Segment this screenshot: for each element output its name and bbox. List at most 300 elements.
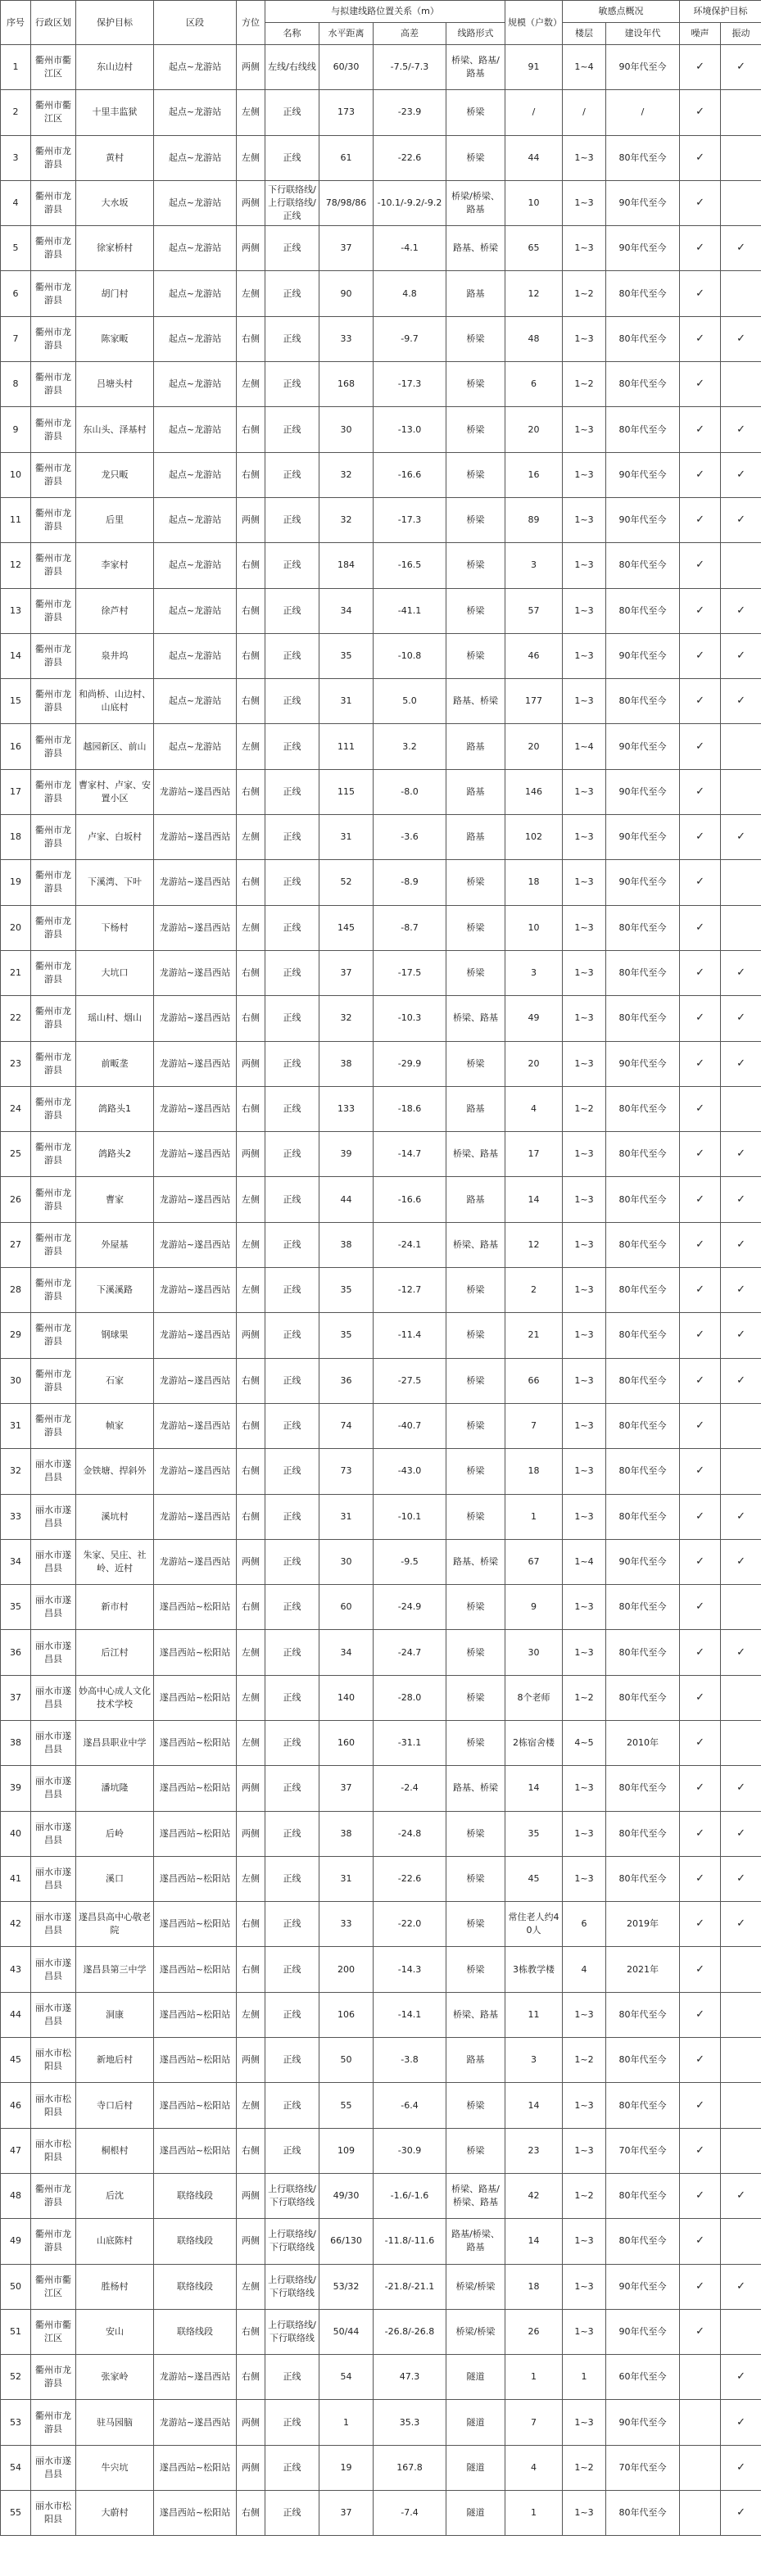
scale-cell: 65 <box>505 226 563 271</box>
table-row <box>1 2173 761 2218</box>
floors-cell: 1~2 <box>563 2038 606 2083</box>
horizontal-distance-cell: 32 <box>319 996 374 1041</box>
district-cell: 丽水市松阳县 <box>31 2491 76 2536</box>
vibration-check-cell: ✓ <box>721 316 761 361</box>
floors-cell: 1~3 <box>563 1313 606 1358</box>
section-cell: 龙游站~遂昌西站 <box>154 1177 237 1222</box>
horizontal-distance-cell: 37 <box>319 1766 374 1811</box>
height-difference-cell: -24.9 <box>374 1585 446 1630</box>
line-form-cell: 桥梁 <box>446 950 505 995</box>
line-name-cell: 上行联络线/下行联络线 <box>265 2309 319 2354</box>
line-name-cell: 正线 <box>265 362 319 407</box>
year-cell: 80年代至今 <box>606 1222 680 1267</box>
district-cell: 衢州市龙游县 <box>31 180 76 225</box>
year-cell: 90年代至今 <box>606 180 680 225</box>
scale-cell: 3 <box>505 950 563 995</box>
height-difference-cell: -16.6 <box>374 1177 446 1222</box>
noise-check-cell: ✓ <box>680 226 721 271</box>
target-cell: 下溪溪路 <box>76 1268 154 1313</box>
scale-cell: 30 <box>505 1630 563 1675</box>
section-cell: 龙游站~遂昌西站 <box>154 1358 237 1403</box>
table-row <box>1 679 761 724</box>
district-cell: 衢州市龙游县 <box>31 2400 76 2445</box>
target-cell: 帧家 <box>76 1403 154 1448</box>
target-cell: 寺口后村 <box>76 2083 154 2128</box>
scale-cell: 7 <box>505 2400 563 2445</box>
height-difference-cell: -16.5 <box>374 543 446 588</box>
target-cell: 东山边村 <box>76 45 154 90</box>
line-name-cell: 正线 <box>265 1947 319 1992</box>
floors-cell: 1~3 <box>563 2264 606 2309</box>
height-difference-cell: -26.8/-26.8 <box>374 2309 446 2354</box>
orient-cell: 左侧 <box>237 90 265 135</box>
section-cell: 联络线段 <box>154 2309 237 2354</box>
height-difference-cell: -17.3 <box>374 497 446 542</box>
year-cell: 80年代至今 <box>606 1992 680 2037</box>
horizontal-distance-cell: 30 <box>319 1539 374 1584</box>
year-cell: 60年代至今 <box>606 2355 680 2400</box>
district-cell: 衢州市龙游县 <box>31 724 76 769</box>
seq-cell: 53 <box>1 2400 31 2445</box>
scale-cell: 44 <box>505 135 563 180</box>
line-form-cell: 桥梁 <box>446 1720 505 1765</box>
year-cell: 90年代至今 <box>606 2309 680 2354</box>
noise-check-cell: ✓ <box>680 1449 721 1494</box>
scale-cell: 45 <box>505 1856 563 1901</box>
line-name-cell: 上行联络线/下行联络线 <box>265 2219 319 2264</box>
height-difference-cell: -7.4 <box>374 2491 446 2536</box>
table-row <box>1 860 761 905</box>
section-cell: 龙游站~遂昌西站 <box>154 1086 237 1131</box>
district-cell: 衢州市龙游县 <box>31 815 76 860</box>
height-difference-cell: -29.9 <box>374 1041 446 1086</box>
horizontal-distance-cell: 66/130 <box>319 2219 374 2264</box>
table-row <box>1 2355 761 2400</box>
line-form-cell: 桥梁 <box>446 1358 505 1403</box>
target-cell: 大蔚村 <box>76 2491 154 2536</box>
horizontal-distance-cell: 31 <box>319 815 374 860</box>
orient-cell: 左侧 <box>237 1630 265 1675</box>
floors-cell: 1~3 <box>563 815 606 860</box>
section-cell: 龙游站~遂昌西站 <box>154 950 237 995</box>
year-cell: 90年代至今 <box>606 45 680 90</box>
year-cell: 90年代至今 <box>606 2264 680 2309</box>
orient-cell: 右侧 <box>237 1403 265 1448</box>
year-cell: 80年代至今 <box>606 996 680 1041</box>
vibration-check-cell: ✓ <box>721 226 761 271</box>
line-form-cell: 桥梁 <box>446 1630 505 1675</box>
table-row <box>1 588 761 633</box>
seq-cell: 11 <box>1 497 31 542</box>
target-cell: 遂昌县高中心敬老院 <box>76 1902 154 1947</box>
line-form-cell: 桥梁/桥梁 <box>446 2264 505 2309</box>
section-cell: 遂昌西站~松阳站 <box>154 1766 237 1811</box>
district-cell: 衢州市龙游县 <box>31 1086 76 1131</box>
table-row <box>1 1947 761 1992</box>
table-row <box>1 1222 761 1267</box>
noise-check-cell <box>680 2445 721 2490</box>
year-cell: 80年代至今 <box>606 588 680 633</box>
noise-check-cell: ✓ <box>680 1811 721 1856</box>
line-form-cell: 桥梁 <box>446 860 505 905</box>
district-cell: 衢州市龙游县 <box>31 679 76 724</box>
floors-cell: 1~3 <box>563 1041 606 1086</box>
noise-check-cell: ✓ <box>680 905 721 950</box>
target-cell: 瑶山村、烟山 <box>76 996 154 1041</box>
noise-check-cell: ✓ <box>680 1947 721 1992</box>
section-cell: 遂昌西站~松阳站 <box>154 1630 237 1675</box>
section-cell: 联络线段 <box>154 2264 237 2309</box>
line-form-cell: 桥梁 <box>446 362 505 407</box>
orient-cell: 右侧 <box>237 407 265 452</box>
scale-cell: 1 <box>505 2491 563 2536</box>
line-form-cell: 桥梁 <box>446 2083 505 2128</box>
floors-cell: 4 <box>563 1947 606 1992</box>
line-name-cell: 正线 <box>265 1268 319 1313</box>
orient-cell: 右侧 <box>237 950 265 995</box>
scale-cell: 14 <box>505 2219 563 2264</box>
vibration-check-cell <box>721 543 761 588</box>
line-name-cell: 正线 <box>265 226 319 271</box>
scale-cell: 2 <box>505 1268 563 1313</box>
line-form-cell: 隧道 <box>446 2491 505 2536</box>
line-name-cell: 正线 <box>265 724 319 769</box>
vibration-check-cell: ✓ <box>721 2355 761 2400</box>
year-cell: 80年代至今 <box>606 1358 680 1403</box>
table-row <box>1 2128 761 2173</box>
scale-cell: 23 <box>505 2128 563 2173</box>
section-cell: 遂昌西站~松阳站 <box>154 1856 237 1901</box>
noise-check-cell <box>680 2355 721 2400</box>
scale-cell: 18 <box>505 2264 563 2309</box>
scale-cell: 46 <box>505 633 563 678</box>
scale-cell: 48 <box>505 316 563 361</box>
scale-cell: 18 <box>505 860 563 905</box>
district-cell: 丽水市遂昌县 <box>31 1902 76 1947</box>
district-cell: 丽水市遂昌县 <box>31 1720 76 1765</box>
header-scale: 规模（户数） <box>505 1 563 45</box>
target-cell: 曹家村、卢家、安置小区 <box>76 769 154 814</box>
district-cell: 丽水市松阳县 <box>31 2038 76 2083</box>
seq-cell: 2 <box>1 90 31 135</box>
horizontal-distance-cell: 44 <box>319 1177 374 1222</box>
floors-cell: 1~3 <box>563 1494 606 1539</box>
scale-cell: 20 <box>505 724 563 769</box>
table-row <box>1 271 761 316</box>
line-name-cell: 正线 <box>265 90 319 135</box>
target-cell: 泉井坞 <box>76 633 154 678</box>
year-cell: 80年代至今 <box>606 1268 680 1313</box>
target-cell: 前畈垄 <box>76 1041 154 1086</box>
year-cell: 80年代至今 <box>606 543 680 588</box>
vibration-check-cell: ✓ <box>721 1358 761 1403</box>
line-name-cell: 正线 <box>265 2355 319 2400</box>
seq-cell: 46 <box>1 2083 31 2128</box>
district-cell: 衢州市衢江区 <box>31 2264 76 2309</box>
orient-cell: 右侧 <box>237 1585 265 1630</box>
section-cell: 龙游站~遂昌西站 <box>154 1222 237 1267</box>
section-cell: 遂昌西站~松阳站 <box>154 1811 237 1856</box>
table-row <box>1 2445 761 2490</box>
district-cell: 衢州市龙游县 <box>31 1222 76 1267</box>
header-relation-group: 与拟建线路位置关系（m） <box>265 1 505 23</box>
height-difference-cell: -17.3 <box>374 362 446 407</box>
floors-cell: 1~3 <box>563 2128 606 2173</box>
table-row <box>1 1902 761 1947</box>
line-name-cell: 正线 <box>265 950 319 995</box>
seq-cell: 26 <box>1 1177 31 1222</box>
orient-cell: 右侧 <box>237 996 265 1041</box>
section-cell: 起点~龙游站 <box>154 45 237 90</box>
floors-cell: 1~4 <box>563 45 606 90</box>
vibration-check-cell: ✓ <box>721 1766 761 1811</box>
vibration-check-cell: ✓ <box>721 1811 761 1856</box>
section-cell: 遂昌西站~松阳站 <box>154 1902 237 1947</box>
horizontal-distance-cell: 74 <box>319 1403 374 1448</box>
scale-cell: 8个老师 <box>505 1675 563 1720</box>
orient-cell: 左侧 <box>237 1720 265 1765</box>
table-row <box>1 1811 761 1856</box>
header-floors: 楼层 <box>563 23 606 45</box>
vibration-check-cell <box>721 1403 761 1448</box>
line-name-cell: 正线 <box>265 1086 319 1131</box>
scale-cell: 102 <box>505 815 563 860</box>
vibration-check-cell <box>721 905 761 950</box>
table-row <box>1 316 761 361</box>
district-cell: 衢州市龙游县 <box>31 860 76 905</box>
line-form-cell: 路基、桥梁 <box>446 226 505 271</box>
table-row <box>1 996 761 1041</box>
line-name-cell: 正线 <box>265 1358 319 1403</box>
line-name-cell: 正线 <box>265 1720 319 1765</box>
table-row <box>1 1041 761 1086</box>
scale-cell: 67 <box>505 1539 563 1584</box>
line-name-cell: 正线 <box>265 1766 319 1811</box>
line-form-cell: 桥梁、路基 <box>446 1222 505 1267</box>
horizontal-distance-cell: 1 <box>319 2400 374 2445</box>
noise-check-cell: ✓ <box>680 1720 721 1765</box>
target-cell: 卢家、白坂村 <box>76 815 154 860</box>
line-form-cell: 桥梁 <box>446 1313 505 1358</box>
noise-check-cell: ✓ <box>680 769 721 814</box>
noise-check-cell: ✓ <box>680 1494 721 1539</box>
line-form-cell: 路基 <box>446 815 505 860</box>
horizontal-distance-cell: 184 <box>319 543 374 588</box>
noise-check-cell: ✓ <box>680 996 721 1041</box>
table-row <box>1 90 761 135</box>
line-name-cell: 下行联络线/上行联络线/正线 <box>265 180 319 225</box>
orient-cell: 两侧 <box>237 2173 265 2218</box>
noise-check-cell: ✓ <box>680 1041 721 1086</box>
horizontal-distance-cell: 37 <box>319 950 374 995</box>
horizontal-distance-cell: 38 <box>319 1041 374 1086</box>
noise-check-cell: ✓ <box>680 1268 721 1313</box>
line-name-cell: 正线 <box>265 1992 319 2037</box>
target-cell: 下溪湾、下叶 <box>76 860 154 905</box>
line-form-cell: 路基 <box>446 724 505 769</box>
target-cell: 后沈 <box>76 2173 154 2218</box>
seq-cell: 7 <box>1 316 31 361</box>
height-difference-cell: -17.5 <box>374 950 446 995</box>
orient-cell: 左侧 <box>237 1856 265 1901</box>
line-name-cell: 正线 <box>265 679 319 724</box>
noise-check-cell <box>680 2400 721 2445</box>
noise-check-cell: ✓ <box>680 543 721 588</box>
noise-check-cell: ✓ <box>680 362 721 407</box>
vibration-check-cell <box>721 2083 761 2128</box>
horizontal-distance-cell: 38 <box>319 1222 374 1267</box>
year-cell: 90年代至今 <box>606 1539 680 1584</box>
district-cell: 丽水市遂昌县 <box>31 1766 76 1811</box>
district-cell: 丽水市遂昌县 <box>31 1539 76 1584</box>
scale-cell: 1 <box>505 1494 563 1539</box>
section-cell: 遂昌西站~松阳站 <box>154 2038 237 2083</box>
section-cell: 龙游站~遂昌西站 <box>154 2400 237 2445</box>
header-form: 线路形式 <box>446 23 505 45</box>
horizontal-distance-cell: 19 <box>319 2445 374 2490</box>
scale-cell: 3 <box>505 543 563 588</box>
orient-cell: 两侧 <box>237 1811 265 1856</box>
table-row <box>1 633 761 678</box>
line-name-cell: 正线 <box>265 2400 319 2445</box>
line-name-cell: 正线 <box>265 1630 319 1675</box>
line-form-cell: 桥梁 <box>446 407 505 452</box>
noise-check-cell: ✓ <box>680 724 721 769</box>
scale-cell: 17 <box>505 1132 563 1177</box>
orient-cell: 左侧 <box>237 2264 265 2309</box>
section-cell: 起点~龙游站 <box>154 452 237 497</box>
header-year: 建设年代 <box>606 23 680 45</box>
seq-cell: 19 <box>1 860 31 905</box>
horizontal-distance-cell: 106 <box>319 1992 374 2037</box>
horizontal-distance-cell: 32 <box>319 452 374 497</box>
orient-cell: 右侧 <box>237 1449 265 1494</box>
header-hdist: 水平距离 <box>319 23 374 45</box>
horizontal-distance-cell: 140 <box>319 1675 374 1720</box>
horizontal-distance-cell: 38 <box>319 1811 374 1856</box>
line-form-cell: 桥梁、路基 <box>446 1992 505 2037</box>
table-row <box>1 2083 761 2128</box>
district-cell: 丽水市遂昌县 <box>31 1856 76 1901</box>
orient-cell: 右侧 <box>237 452 265 497</box>
year-cell: 80年代至今 <box>606 362 680 407</box>
section-cell: 起点~龙游站 <box>154 633 237 678</box>
section-cell: 起点~龙游站 <box>154 407 237 452</box>
scale-cell: 16 <box>505 452 563 497</box>
line-form-cell: 桥梁、路基 <box>446 1132 505 1177</box>
floors-cell: 1~3 <box>563 1403 606 1448</box>
section-cell: 起点~龙游站 <box>154 724 237 769</box>
line-form-cell: 路基、桥梁 <box>446 1539 505 1584</box>
table-row <box>1 543 761 588</box>
floors-cell: 1~3 <box>563 316 606 361</box>
table-row <box>1 1132 761 1177</box>
height-difference-cell: -8.0 <box>374 769 446 814</box>
target-cell: 山底陈村 <box>76 2219 154 2264</box>
floors-cell: 1~3 <box>563 860 606 905</box>
orient-cell: 两侧 <box>237 1041 265 1086</box>
floors-cell: 4~5 <box>563 1720 606 1765</box>
line-name-cell: 正线 <box>265 1494 319 1539</box>
target-cell: 东山头、泽基村 <box>76 407 154 452</box>
orient-cell: 左侧 <box>237 2083 265 2128</box>
seq-cell: 36 <box>1 1630 31 1675</box>
vibration-check-cell: ✓ <box>721 1630 761 1675</box>
district-cell: 丽水市遂昌县 <box>31 1811 76 1856</box>
floors-cell: 1~3 <box>563 180 606 225</box>
vibration-check-cell <box>721 2038 761 2083</box>
orient-cell: 两侧 <box>237 2400 265 2445</box>
line-name-cell: 正线 <box>265 2128 319 2173</box>
noise-check-cell: ✓ <box>680 90 721 135</box>
table-row <box>1 2219 761 2264</box>
year-cell: 80年代至今 <box>606 407 680 452</box>
horizontal-distance-cell: 78/98/86 <box>319 180 374 225</box>
table-body <box>1 45 761 2536</box>
height-difference-cell: -16.6 <box>374 452 446 497</box>
table-row <box>1 497 761 542</box>
floors-cell: 1~3 <box>563 2309 606 2354</box>
district-cell: 丽水市遂昌县 <box>31 1992 76 2037</box>
horizontal-distance-cell: 73 <box>319 1449 374 1494</box>
height-difference-cell: -3.8 <box>374 2038 446 2083</box>
orient-cell: 右侧 <box>237 633 265 678</box>
vibration-check-cell <box>721 860 761 905</box>
scale-cell: 12 <box>505 1222 563 1267</box>
horizontal-distance-cell: 160 <box>319 1720 374 1765</box>
table-row <box>1 1630 761 1675</box>
target-cell: 钢球果 <box>76 1313 154 1358</box>
height-difference-cell: 4.8 <box>374 271 446 316</box>
section-cell: 龙游站~遂昌西站 <box>154 1494 237 1539</box>
horizontal-distance-cell: 37 <box>319 2491 374 2536</box>
seq-cell: 3 <box>1 135 31 180</box>
target-cell: 胡门村 <box>76 271 154 316</box>
line-name-cell: 正线 <box>265 452 319 497</box>
seq-cell: 45 <box>1 2038 31 2083</box>
line-form-cell: 桥梁/桥梁 <box>446 2309 505 2354</box>
line-name-cell: 正线 <box>265 2491 319 2536</box>
orient-cell: 左侧 <box>237 362 265 407</box>
section-cell: 龙游站~遂昌西站 <box>154 905 237 950</box>
line-form-cell: 桥梁 <box>446 1041 505 1086</box>
district-cell: 衢州市龙游县 <box>31 2173 76 2218</box>
vibration-check-cell: ✓ <box>721 633 761 678</box>
line-form-cell: 桥梁 <box>446 452 505 497</box>
district-cell: 衢州市龙游县 <box>31 588 76 633</box>
height-difference-cell: -10.8 <box>374 633 446 678</box>
line-form-cell: 路基 <box>446 1086 505 1131</box>
orient-cell: 右侧 <box>237 543 265 588</box>
vibration-check-cell <box>721 2219 761 2264</box>
noise-check-cell: ✓ <box>680 45 721 90</box>
line-name-cell: 正线 <box>265 1403 319 1448</box>
year-cell: 80年代至今 <box>606 1494 680 1539</box>
horizontal-distance-cell: 35 <box>319 1313 374 1358</box>
seq-cell: 29 <box>1 1313 31 1358</box>
district-cell: 衢州市龙游县 <box>31 1268 76 1313</box>
floors-cell: 1 <box>563 2355 606 2400</box>
vibration-check-cell <box>721 180 761 225</box>
year-cell: 80年代至今 <box>606 1403 680 1448</box>
line-form-cell: 路基 <box>446 1177 505 1222</box>
orient-cell: 左侧 <box>237 1177 265 1222</box>
vibration-check-cell: ✓ <box>721 497 761 542</box>
seq-cell: 49 <box>1 2219 31 2264</box>
seq-cell: 27 <box>1 1222 31 1267</box>
height-difference-cell: -1.6/-1.6 <box>374 2173 446 2218</box>
scale-cell: 12 <box>505 271 563 316</box>
